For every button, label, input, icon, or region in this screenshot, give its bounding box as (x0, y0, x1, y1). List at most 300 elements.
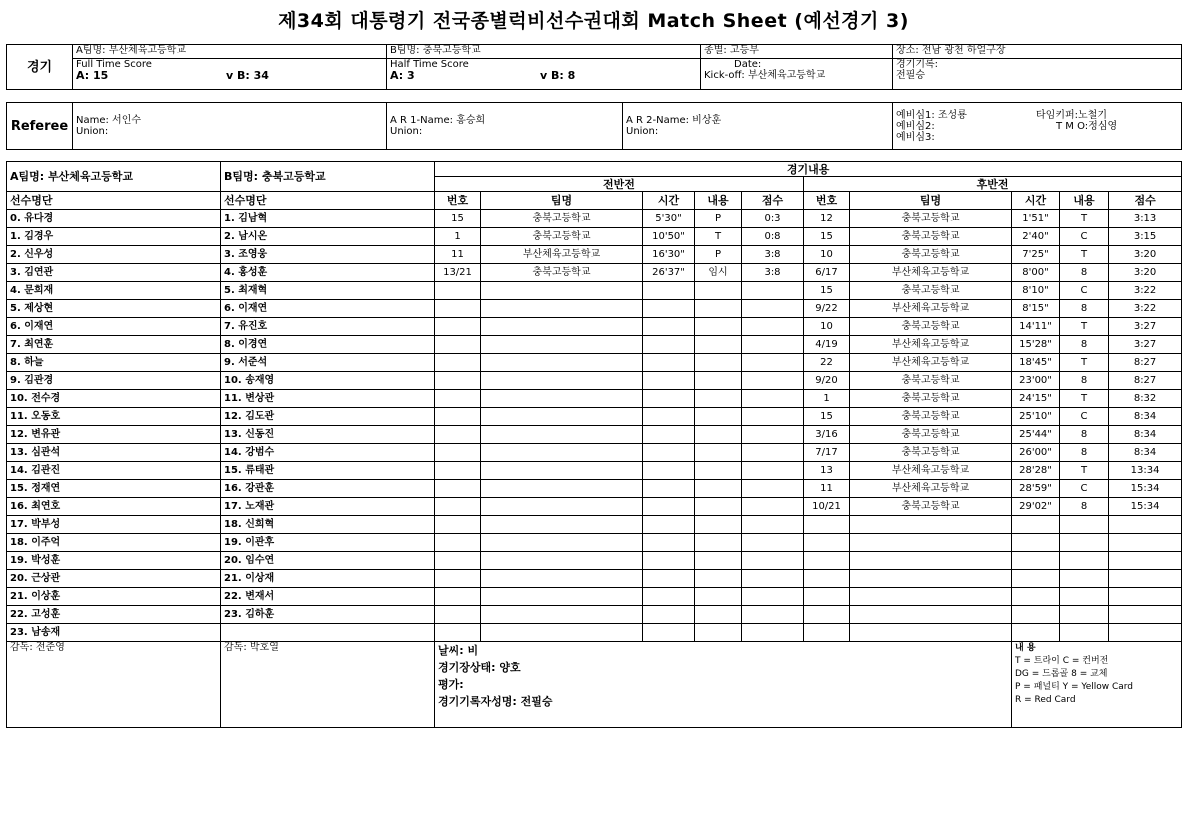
second-half-event-cell: 8 (1060, 372, 1109, 390)
second-half-event-cell: 11 (804, 480, 850, 498)
first-half-event-cell: 부산체육고등학교 (481, 246, 643, 264)
second-half-event-cell (804, 624, 850, 642)
player-b: 5. 최재혁 (221, 282, 435, 300)
legend-title: 내 용 (1015, 643, 1036, 653)
first-half-event-cell (481, 552, 643, 570)
first-half-event-cell (695, 498, 742, 516)
first-half-event-cell (643, 300, 695, 318)
second-half-event-cell: 13:34 (1109, 462, 1182, 480)
second-half-event-cell: 8:32 (1109, 390, 1182, 408)
second-half-col-header: 점수 (1109, 192, 1182, 210)
table-row (7, 606, 1182, 624)
first-half-event-cell: 26'37" (643, 264, 695, 282)
record (893, 59, 1182, 90)
player-a: 8. 하늘 (7, 354, 221, 372)
first-half-event-cell (695, 282, 742, 300)
second-half-event-cell: 1 (804, 390, 850, 408)
second-half-event-cell: 충북고등학교 (850, 210, 1012, 228)
second-half-event-cell: 8 (1060, 426, 1109, 444)
first-half-event-cell (695, 552, 742, 570)
team-a-name: A팀명: 부산체육고등학교 (73, 45, 387, 59)
table-row (7, 228, 1182, 246)
second-half-event-cell (1012, 570, 1060, 588)
full-time-label: Full Time Score (76, 59, 152, 70)
player-a: 7. 최연훈 (7, 336, 221, 354)
ar1-union: Union: (390, 126, 423, 137)
first-half-event-cell (695, 408, 742, 426)
first-half-event-cell (695, 516, 742, 534)
player-a: 13. 심관석 (7, 444, 221, 462)
full-score-a: A: 15 (76, 69, 109, 82)
player-b: 19. 이관후 (221, 534, 435, 552)
first-half-event-cell (695, 444, 742, 462)
match-header-table (6, 44, 1182, 90)
ar2-info (623, 103, 893, 150)
player-a: 18. 이주억 (7, 534, 221, 552)
first-half-event-cell (643, 354, 695, 372)
first-half-event-cell (435, 534, 481, 552)
first-half-event-cell (695, 390, 742, 408)
second-half-head: 후반전 (804, 177, 1182, 192)
legend-line-1: T = 트라이 C = 컨버전 (1015, 656, 1109, 666)
player-a: 23. 남송재 (7, 624, 221, 642)
second-half-event-cell: 25'44" (1012, 426, 1060, 444)
first-half-event-cell (742, 408, 804, 426)
date-kickoff (701, 59, 893, 90)
first-half-event-cell (695, 336, 742, 354)
first-half-event-cell (643, 480, 695, 498)
player-a: 20. 근상관 (7, 570, 221, 588)
second-half-event-cell (1012, 606, 1060, 624)
second-half-event-cell: 부산체육고등학교 (850, 480, 1012, 498)
first-half-event-cell (695, 462, 742, 480)
legend-line-4: R = Red Card (1015, 695, 1076, 705)
first-half-event-cell (643, 534, 695, 552)
first-half-event-cell (481, 282, 643, 300)
first-half-event-cell (481, 444, 643, 462)
first-half-event-cell (643, 390, 695, 408)
second-half-event-cell: C (1060, 408, 1109, 426)
second-half-event-cell (1012, 588, 1060, 606)
second-half-event-cell: 3/16 (804, 426, 850, 444)
second-half-event-cell (804, 588, 850, 606)
first-half-event-cell (435, 336, 481, 354)
table-row (7, 552, 1182, 570)
player-b: 2. 남시온 (221, 228, 435, 246)
second-half-event-cell: 12 (804, 210, 850, 228)
first-half-event-cell: 13/21 (435, 264, 481, 282)
second-half-event-cell: 8 (1060, 300, 1109, 318)
table-row (7, 390, 1182, 408)
second-half-event-cell: 8'15" (1012, 300, 1060, 318)
second-half-event-cell: 충북고등학교 (850, 426, 1012, 444)
first-half-col-header: 내용 (695, 192, 742, 210)
second-half-event-cell: 3:15 (1109, 228, 1182, 246)
second-half-event-cell (1109, 516, 1182, 534)
second-half-event-cell: 10/21 (804, 498, 850, 516)
second-half-event-cell: 8 (1060, 264, 1109, 282)
first-half-event-cell (435, 372, 481, 390)
first-half-event-cell (643, 282, 695, 300)
game-content-head: 경기내용 (435, 162, 1182, 177)
second-half-event-cell: 15'28" (1012, 336, 1060, 354)
table-row (7, 408, 1182, 426)
second-half-event-cell: 8 (1060, 336, 1109, 354)
ground-condition: 경기장상태: 양호 (438, 661, 521, 674)
first-half-event-cell (481, 426, 643, 444)
first-half-event-cell (742, 606, 804, 624)
table-row (7, 210, 1182, 228)
player-b: 22. 변재서 (221, 588, 435, 606)
first-half-event-cell (481, 336, 643, 354)
second-half-event-cell (1109, 624, 1182, 642)
first-half-event-cell (742, 570, 804, 588)
first-half-event-cell (695, 480, 742, 498)
second-half-event-cell (804, 552, 850, 570)
first-half-event-cell (643, 516, 695, 534)
second-half-event-cell: 1'51" (1012, 210, 1060, 228)
second-half-event-cell: 8 (1060, 444, 1109, 462)
table-row (7, 444, 1182, 462)
second-half-event-cell (850, 516, 1012, 534)
second-half-col-header: 내용 (1060, 192, 1109, 210)
table-row (7, 372, 1182, 390)
player-a: 6. 이재연 (7, 318, 221, 336)
second-half-event-cell: 22 (804, 354, 850, 372)
player-a: 14. 김관진 (7, 462, 221, 480)
player-b: 6. 이재연 (221, 300, 435, 318)
player-b: 7. 유진호 (221, 318, 435, 336)
first-half-event-cell: 0:8 (742, 228, 804, 246)
record-name: 전필승 (896, 70, 925, 81)
reserve-info (893, 103, 1182, 150)
kickoff: Kick-off: 부산체육고등학교 (704, 70, 826, 81)
second-half-event-cell: 7'25" (1012, 246, 1060, 264)
second-half-event-cell: 부산체육고등학교 (850, 264, 1012, 282)
first-half-event-cell (435, 588, 481, 606)
first-half-event-cell (742, 462, 804, 480)
reserve-2: 예비심2: (896, 120, 935, 132)
evaluation: 평가: (438, 678, 464, 691)
first-half-event-cell (742, 390, 804, 408)
first-half-event-cell (695, 372, 742, 390)
first-half-event-cell (643, 408, 695, 426)
second-half-event-cell (850, 552, 1012, 570)
match-conditions (435, 642, 1012, 728)
second-half-event-cell: 충북고등학교 (850, 444, 1012, 462)
table-row (7, 480, 1182, 498)
second-half-event-cell: 충북고등학교 (850, 282, 1012, 300)
second-half-event-cell: C (1060, 228, 1109, 246)
full-score-b: v B: 34 (226, 69, 269, 82)
second-half-event-cell: 10 (804, 246, 850, 264)
second-half-event-cell: 15 (804, 408, 850, 426)
second-half-event-cell: 18'45" (1012, 354, 1060, 372)
second-half-event-cell: T (1060, 462, 1109, 480)
table-row (7, 282, 1182, 300)
team-a-head: A팀명: 부산체육고등학교 (7, 162, 221, 192)
second-half-event-cell: 3:27 (1109, 318, 1182, 336)
second-half-event-cell (1060, 606, 1109, 624)
second-half-event-cell (1109, 534, 1182, 552)
legend-line-3: P = 패널티 Y = Yellow Card (1015, 682, 1134, 692)
second-half-event-cell: 6/17 (804, 264, 850, 282)
player-b: 13. 신동진 (221, 426, 435, 444)
reserve-3: 예비심3: (896, 131, 935, 143)
tmo: T M O:정심영 (1056, 120, 1118, 132)
first-half-event-cell (435, 300, 481, 318)
table-row (7, 264, 1182, 282)
second-half-event-cell (850, 588, 1012, 606)
first-half-event-cell (481, 498, 643, 516)
second-half-event-cell: 4/19 (804, 336, 850, 354)
player-a: 22. 고성훈 (7, 606, 221, 624)
second-half-event-cell: 3:20 (1109, 246, 1182, 264)
category: 종별: 고등부 (701, 45, 893, 59)
second-half-event-cell: C (1060, 480, 1109, 498)
first-half-event-cell: 0:3 (742, 210, 804, 228)
first-half-event-cell (643, 462, 695, 480)
weather: 날씨: 비 (438, 644, 479, 657)
second-half-event-cell (1109, 570, 1182, 588)
first-half-event-cell (435, 462, 481, 480)
player-b: 15. 류태관 (221, 462, 435, 480)
second-half-event-cell: 충북고등학교 (850, 372, 1012, 390)
second-half-event-cell (1012, 534, 1060, 552)
first-half-event-cell (643, 318, 695, 336)
venue: 장소: 전남 광천 하얼구장 (893, 45, 1182, 59)
second-half-event-cell: 8'00" (1012, 264, 1060, 282)
first-half-event-cell (643, 624, 695, 642)
player-a: 9. 김관경 (7, 372, 221, 390)
player-a: 16. 최연호 (7, 498, 221, 516)
second-half-event-cell: T (1060, 318, 1109, 336)
roster-label-a: 선수명단 (7, 192, 221, 210)
record-label: 경기기록: (896, 59, 939, 70)
second-half-event-cell (804, 570, 850, 588)
second-half-event-cell: 7/17 (804, 444, 850, 462)
second-half-event-cell (1109, 552, 1182, 570)
full-time-score (73, 59, 387, 90)
player-a: 3. 김연관 (7, 264, 221, 282)
player-b: 21. 이상재 (221, 570, 435, 588)
second-half-event-cell: 8 (1060, 498, 1109, 516)
second-half-event-cell: 2'40" (1012, 228, 1060, 246)
first-half-event-cell (695, 588, 742, 606)
first-half-event-cell: 11 (435, 246, 481, 264)
player-a: 19. 박성훈 (7, 552, 221, 570)
page-title: 제34회 대통령기 전국종별럭비선수권대회 Match Sheet (예선경기 3) (278, 10, 909, 32)
first-half-event-cell (742, 624, 804, 642)
first-half-event-cell (481, 588, 643, 606)
first-half-event-cell: 10'50" (643, 228, 695, 246)
first-half-event-cell (435, 516, 481, 534)
player-a: 15. 정재연 (7, 480, 221, 498)
table-row (7, 318, 1182, 336)
player-b: 3. 조영웅 (221, 246, 435, 264)
first-half-event-cell (643, 444, 695, 462)
second-half-event-cell: 8:27 (1109, 372, 1182, 390)
second-half-event-cell (1060, 534, 1109, 552)
table-row (7, 516, 1182, 534)
referee-name: Name: 서인수 (76, 115, 142, 126)
second-half-event-cell: 충북고등학교 (850, 228, 1012, 246)
first-half-event-cell (435, 624, 481, 642)
first-half-event-cell (435, 426, 481, 444)
first-half-event-cell (742, 336, 804, 354)
second-half-col-header: 번호 (804, 192, 850, 210)
second-half-event-cell: 15:34 (1109, 498, 1182, 516)
table-row (7, 300, 1182, 318)
second-half-event-cell: 23'00" (1012, 372, 1060, 390)
player-a: 5. 제상현 (7, 300, 221, 318)
first-half-event-cell: 임시 (695, 264, 742, 282)
date: Date: (734, 59, 762, 70)
player-a: 4. 문희재 (7, 282, 221, 300)
referee-label: Referee (7, 103, 73, 150)
second-half-event-cell (1109, 606, 1182, 624)
second-half-event-cell: 부산체육고등학교 (850, 336, 1012, 354)
second-half-event-cell: 3:22 (1109, 282, 1182, 300)
second-half-event-cell: 3:22 (1109, 300, 1182, 318)
table-row (7, 354, 1182, 372)
second-half-event-cell: 3:27 (1109, 336, 1182, 354)
first-half-event-cell: 충북고등학교 (481, 264, 643, 282)
second-half-event-cell: T (1060, 210, 1109, 228)
table-row (7, 462, 1182, 480)
first-half-event-cell (695, 300, 742, 318)
second-half-event-cell: 9/22 (804, 300, 850, 318)
first-half-event-cell (643, 426, 695, 444)
first-half-event-cell (435, 408, 481, 426)
first-half-col-header: 점수 (742, 192, 804, 210)
ar1-info (387, 103, 623, 150)
second-half-event-cell (850, 570, 1012, 588)
first-half-event-cell (643, 498, 695, 516)
first-half-event-cell (742, 318, 804, 336)
player-a: 0. 유다경 (7, 210, 221, 228)
legend-line-2: DG = 드롭골 8 = 교체 (1015, 669, 1108, 679)
recorder-name: 경기기록자성명: 전필승 (438, 695, 553, 708)
roster-label-b: 선수명단 (221, 192, 435, 210)
player-a: 17. 박부성 (7, 516, 221, 534)
timekeeper: 타임키퍼:노철기 (1036, 109, 1107, 121)
second-half-event-cell: T (1060, 390, 1109, 408)
first-half-event-cell: 16'30" (643, 246, 695, 264)
second-half-event-cell: 8'10" (1012, 282, 1060, 300)
second-half-event-cell: 15 (804, 282, 850, 300)
coach-a: 감독: 전준영 (7, 642, 221, 728)
second-half-event-cell: 8:34 (1109, 426, 1182, 444)
second-half-event-cell: 10 (804, 318, 850, 336)
second-half-event-cell (1012, 516, 1060, 534)
team-b-name: B팀명: 충북고등학교 (387, 45, 701, 59)
second-half-event-cell: 충북고등학교 (850, 246, 1012, 264)
second-half-event-cell (804, 516, 850, 534)
second-half-event-cell: 15:34 (1109, 480, 1182, 498)
ar2-name: A R 2-Name: 비상훈 (626, 115, 722, 126)
first-half-event-cell: 1 (435, 228, 481, 246)
first-half-event-cell (695, 570, 742, 588)
second-half-event-cell: 부산체육고등학교 (850, 462, 1012, 480)
first-half-event-cell (435, 318, 481, 336)
first-half-event-cell (643, 570, 695, 588)
second-half-event-cell: 26'00" (1012, 444, 1060, 462)
first-half-event-cell (481, 354, 643, 372)
first-half-event-cell: 15 (435, 210, 481, 228)
second-half-event-cell (804, 534, 850, 552)
first-half-event-cell (435, 606, 481, 624)
second-half-col-header: 팀명 (850, 192, 1012, 210)
first-half-event-cell (742, 552, 804, 570)
first-half-event-cell (742, 480, 804, 498)
second-half-event-cell (850, 606, 1012, 624)
second-half-event-cell: 충북고등학교 (850, 318, 1012, 336)
match-content-table (6, 161, 1182, 728)
ar2-union: Union: (626, 126, 659, 137)
second-half-event-cell: 3:13 (1109, 210, 1182, 228)
first-half-event-cell (435, 390, 481, 408)
player-b: 18. 신희혁 (221, 516, 435, 534)
half-score-a: A: 3 (390, 69, 415, 82)
first-half-event-cell (643, 336, 695, 354)
second-half-event-cell: 24'15" (1012, 390, 1060, 408)
table-row (7, 498, 1182, 516)
second-half-event-cell: 25'10" (1012, 408, 1060, 426)
half-time-label: Half Time Score (390, 59, 469, 70)
first-half-event-cell: T (695, 228, 742, 246)
second-half-event-cell: 29'02" (1012, 498, 1060, 516)
second-half-event-cell (1060, 552, 1109, 570)
second-half-event-cell: 28'59" (1012, 480, 1060, 498)
first-half-event-cell: 3:8 (742, 264, 804, 282)
reserve-1: 예비심1: 조성룡 (896, 109, 967, 121)
player-b: 8. 이경연 (221, 336, 435, 354)
player-b: 1. 김남혁 (221, 210, 435, 228)
first-half-event-cell (742, 426, 804, 444)
first-half-event-cell (481, 570, 643, 588)
first-half-event-cell (742, 534, 804, 552)
second-half-event-cell: T (1060, 246, 1109, 264)
second-half-event-cell: T (1060, 354, 1109, 372)
first-half-event-cell (695, 426, 742, 444)
second-half-event-cell (1060, 570, 1109, 588)
player-b: 14. 강범수 (221, 444, 435, 462)
first-half-event-cell (742, 300, 804, 318)
referee-info (73, 103, 387, 150)
second-half-event-cell: 9/20 (804, 372, 850, 390)
player-b: 17. 노재관 (221, 498, 435, 516)
second-half-event-cell (1060, 516, 1109, 534)
first-half-event-cell (481, 462, 643, 480)
first-half-col-header: 시간 (643, 192, 695, 210)
player-b (221, 624, 435, 642)
second-half-event-cell: 8:27 (1109, 354, 1182, 372)
first-half-event-cell (435, 282, 481, 300)
first-half-event-cell: 충북고등학교 (481, 210, 643, 228)
second-half-event-cell (804, 606, 850, 624)
second-half-event-cell: 충북고등학교 (850, 390, 1012, 408)
player-a: 21. 이상훈 (7, 588, 221, 606)
first-half-event-cell (481, 516, 643, 534)
first-half-event-cell (435, 354, 481, 372)
second-half-event-cell (1109, 588, 1182, 606)
first-half-event-cell (435, 444, 481, 462)
second-half-event-cell (850, 534, 1012, 552)
player-b: 11. 변상관 (221, 390, 435, 408)
player-a: 1. 김경우 (7, 228, 221, 246)
first-half-event-cell: P (695, 246, 742, 264)
